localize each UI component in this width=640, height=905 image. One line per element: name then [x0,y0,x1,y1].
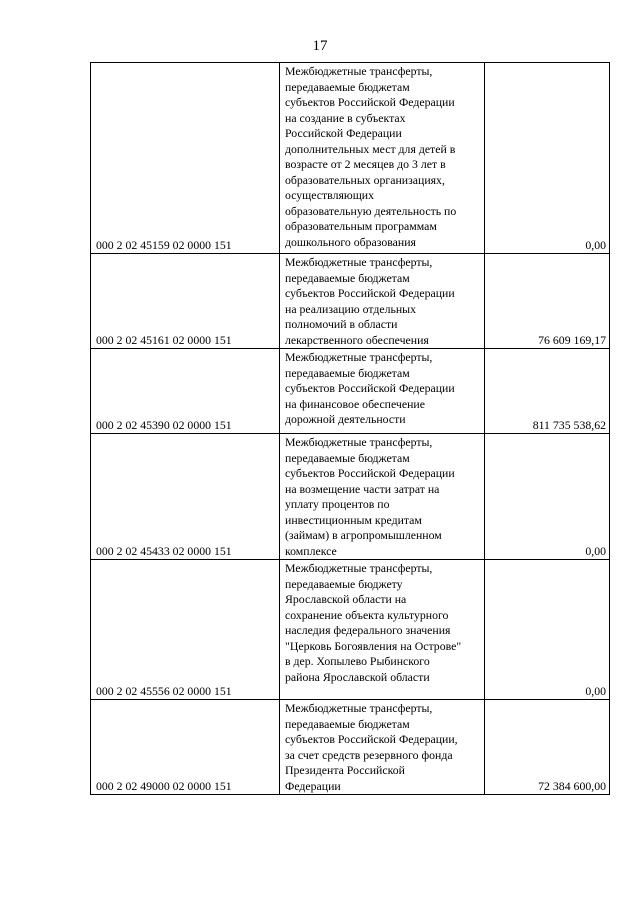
amount-cell: 76 609 169,17 [485,254,610,349]
description-line: на создание в субъектах [285,110,406,125]
description-line: передаваемые бюджетам [285,716,410,731]
table-row [91,254,610,349]
description-line: полномочий в области [285,317,398,331]
description-line: района Ярославской области [285,669,430,684]
table-row [91,349,610,434]
description-line: на финансовое обеспечение [285,396,425,411]
budget-code-cell: 000 2 02 45159 02 0000 151 [91,63,280,254]
description-line: Межбюджетные трансферты, [285,561,433,575]
description-line: дополнительных мест для детей в [285,141,456,156]
description-line: осуществляющих [285,188,375,202]
description-line: Межбюджетные трансферты, [285,435,433,449]
description-line: субъектов Российской Федерации [285,466,455,480]
description-line: комплексе [285,543,337,558]
description-line: сохранение объекта культурного [285,607,449,622]
amount-cell: 811 735 538,62 [485,349,610,434]
description-line: передаваемые бюджетам [285,450,410,465]
description-cell [280,560,485,700]
description-line: на реализацию отдельных [285,301,416,316]
description-line: дорожной деятельности [285,412,406,426]
description-line: субъектов Российской Федерации [285,286,455,300]
description-cell [280,700,485,795]
description-line: Президента Российской [285,763,405,777]
description-line: Ярославской области на [285,592,407,606]
description-line: на возмещение части затрат на [285,481,440,496]
description-line: наследия федерального значения [285,623,451,637]
description-cell [280,349,485,434]
description-line: лекарственного обеспечения [285,332,429,347]
description-line: Межбюджетные трансферты, [285,64,433,78]
description-line: за счет средств резервного фонда [285,747,453,762]
budget-code-cell: 000 2 02 45161 02 0000 151 [91,254,280,349]
description-line: передаваемые бюджетам [285,270,410,285]
amount-cell: 0,00 [485,560,610,700]
budget-code-cell: 000 2 02 45556 02 0000 151 [91,560,280,700]
description-line: Межбюджетные трансферты, [285,701,433,715]
description-line: субъектов Российской Федерации, [285,732,458,746]
amount-cell: 0,00 [485,63,610,254]
budget-table-body [91,63,610,795]
description-line: Межбюджетные трансферты, [285,255,433,269]
table-row [91,434,610,560]
description-line: Российской Федерации [285,126,402,140]
description-line: дошкольного образования [285,234,416,249]
description-line: "Церковь Богоявления на Острове" [285,638,462,653]
amount-cell: 0,00 [485,434,610,560]
table-row [91,560,610,700]
description-line: образовательным программам [285,219,437,233]
description-line: субъектов Российской Федерации [285,95,455,109]
description-line: в дер. Хопылево Рыбинского [285,654,430,668]
description-cell [280,434,485,560]
description-line: инвестиционным кредитам [285,512,422,527]
description-line: (займам) в агропромышленном [285,528,442,542]
description-line: передаваемые бюджетам [285,79,410,94]
description-line: уплату процентов по [285,497,390,511]
description-line: образовательных организациях, [285,172,445,187]
description-line: субъектов Российской Федерации [285,381,455,395]
budget-code-cell: 000 2 02 45390 02 0000 151 [91,349,280,434]
description-line: Межбюджетные трансферты, [285,350,433,364]
description-cell [280,254,485,349]
description-line: передаваемые бюджету [285,576,403,591]
budget-table [90,62,610,795]
table-row [91,700,610,795]
description-line: Федерации [285,778,341,793]
table-row [91,63,610,254]
page-number: 17 [312,38,328,54]
description-cell [280,63,485,254]
amount-cell: 72 384 600,00 [485,700,610,795]
budget-code-cell: 000 2 02 49000 02 0000 151 [91,700,280,795]
description-line: образовательную деятельность по [285,203,457,218]
description-line: возрасте от 2 месяцев до 3 лет в [285,157,446,171]
description-line: передаваемые бюджетам [285,365,410,380]
budget-code-cell: 000 2 02 45433 02 0000 151 [91,434,280,560]
